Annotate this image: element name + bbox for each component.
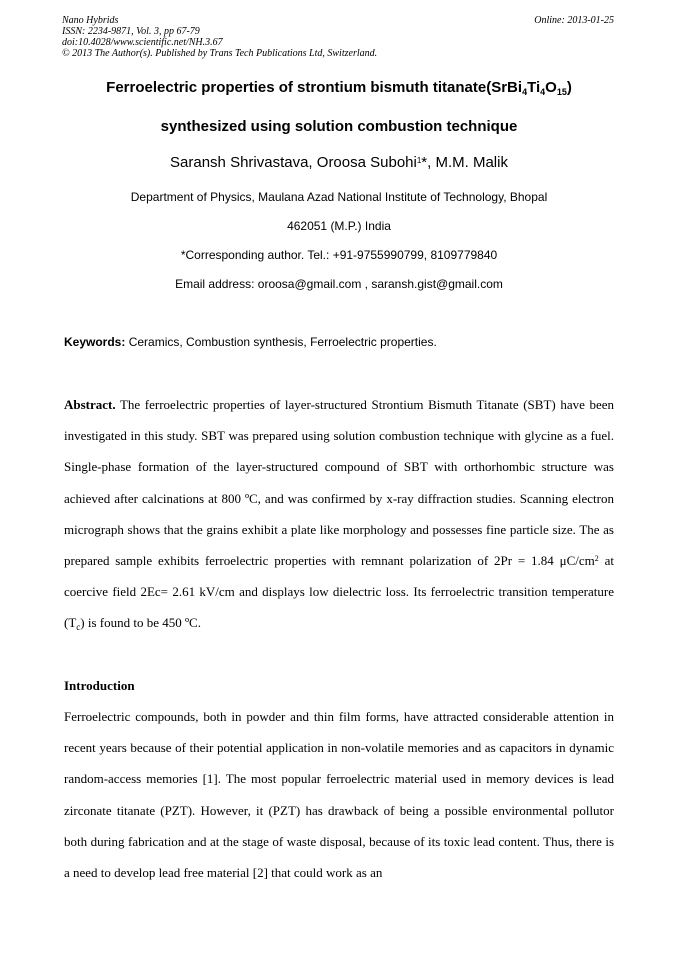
affiliation-line1: Department of Physics, Maulana Azad National Institute of Technology, Bhopal [130,190,548,204]
abstract-paragraph: Abstract. The ferroelectric properties of layer-structured Strontium Bismuth Titanate (SBT) have been investigated in this study. SBT was prepared using solution combustion technique with glycine as a fuel. Single-phase formation of the layer-structured compound of SBT with orthorhombic structure was achieved after calcinations at 800 ºC, and was confirmed by x-ray diffraction studies. Scanning electron micrograph shows that the grains exhibit a plate like morphology and possesses fine particle size. The as prepared sample exhibits ferroelectric properties with remnant polarization of 2Pr = 1.84 $\mu C/cm^2$ at coercive field 2Ec= 2.61 kV/cm and displays low dielectric loss. Its ferroelectric transition temperature $(T_c)$ is found to be 450 ºC. [64,397,614,633]
doi-line: doi:10.4028/www.scientific.net/NH.3.67 [62,37,223,48]
introduction-paragraph: Ferroelectric compounds, both in powder and thin film forms, have attracted considerable attention in recent years because of their potential application in non-volatile memories and as capacitors in dynamic random-access memories [1]. The most popular ferroelectric material used in memory devices is lead zirconate titanate (PZT). However, it (PZT) has drawback of being a possible environmental pollutor both during fabrication and at the stage of waste disposal, because of its toxic lead content. Thus, there is a need to develop lead free material [2] that could work as an [64,709,614,881]
corresponding-author: *Corresponding author. Tel.: +91-9755990799, 8109779840 [180,248,498,262]
journal-header [62,15,377,59]
affiliation-line2: 462051 (M.P.) India [287,219,391,233]
paper-title-line1: Ferroelectric properties of strontium bismuth $titanate(SrBi_4Ti_4O_{15})$ [106,79,572,97]
introduction-heading: Introduction [64,678,135,693]
journal-name: Nano Hybrids [62,15,119,26]
email-addresses: Email address: oroosa@gmail.com , saransh.gist@gmail.com [175,277,503,291]
copyright-line: © 2013 The Author(s). Published by Trans Tech Publications Ltd, Switzerland. [62,48,378,59]
issn-line: ISSN: 2234-9871, Vol. 3, pp 67-79 [62,26,200,37]
abstract-label: Abstract. [64,397,116,412]
keywords-text: Ceramics, Combustion synthesis, Ferroelectric properties. [125,335,437,349]
keywords-label: Keywords: [64,335,126,349]
online-date: Online: 2013-01-25 [534,15,614,26]
author-list: Saransh Shrivastava, Oroosa Subohi$^1$*, M.M. Malik [170,154,508,171]
keywords [64,335,437,349]
paper-title-line2: synthesized using solution combustion technique [160,118,518,135]
